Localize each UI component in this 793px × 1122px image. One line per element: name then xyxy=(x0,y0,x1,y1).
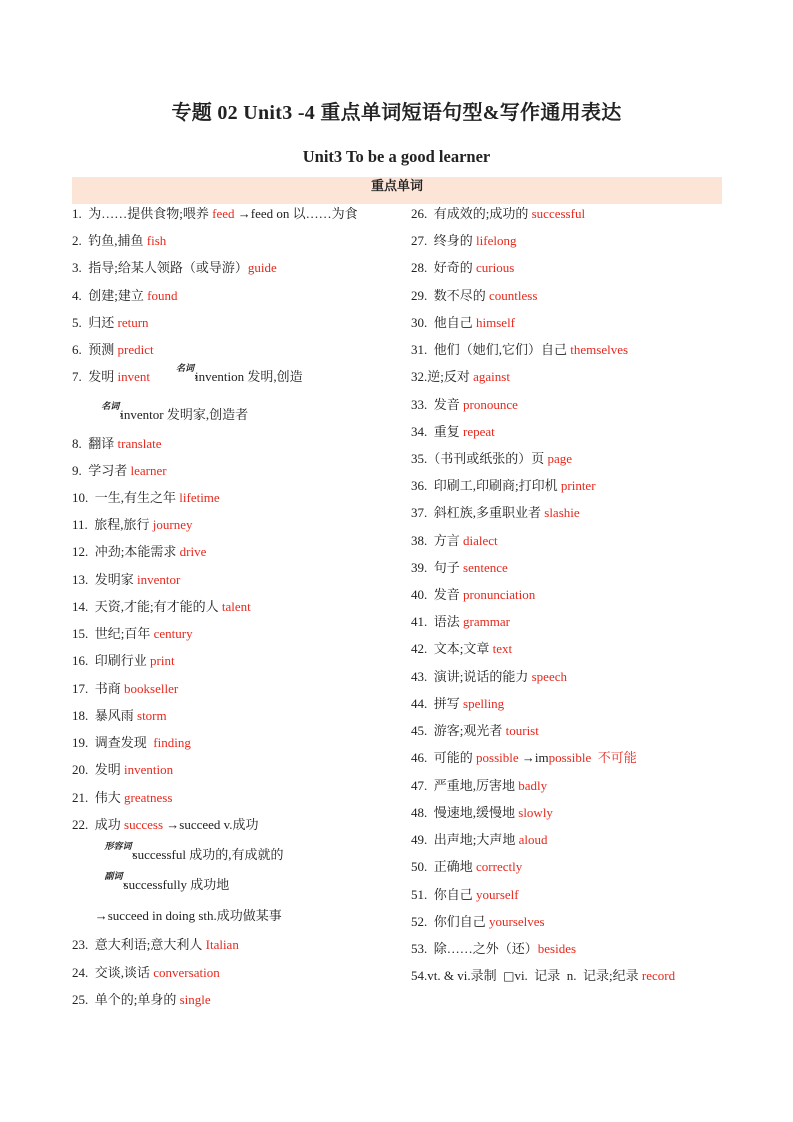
vocab-item xyxy=(411,913,545,931)
answer-word: inventor xyxy=(137,572,181,587)
answer-word: translate xyxy=(117,436,162,451)
entry-text: 43. 演讲;说话的能力 xyxy=(411,669,532,684)
answer-word: besides xyxy=(537,941,577,956)
entry-text: 8. 翻译 xyxy=(72,436,118,451)
entry-text: 23. 意大利语;意大利人 xyxy=(72,937,206,952)
vocab-item xyxy=(411,232,516,250)
answer-word: success xyxy=(124,817,164,832)
answer-word: countless xyxy=(489,288,538,303)
entry-text: 48. 慢速地,缓慢地 xyxy=(411,805,519,820)
answer-word: spelling xyxy=(463,696,505,711)
vocab-item xyxy=(411,423,495,441)
answer-word: printer xyxy=(560,478,596,493)
section-header xyxy=(72,177,722,204)
vocab-item xyxy=(411,722,539,740)
vocab-item xyxy=(72,680,178,698)
vocab-item xyxy=(72,761,173,779)
vocab-item xyxy=(72,734,191,752)
answer-word: greatness xyxy=(124,790,173,805)
vocab-item xyxy=(411,586,535,604)
vocab-item xyxy=(72,462,167,480)
vocab-item xyxy=(72,907,282,925)
vocab-item xyxy=(72,516,193,534)
entry-text: →succeed in doing sth.成功做某事 xyxy=(72,908,282,923)
answer-word: curious xyxy=(476,260,515,275)
answer-word: journey xyxy=(152,517,193,532)
vocab-item xyxy=(411,368,510,386)
answer-word: talent xyxy=(221,599,251,614)
answer-word: yourselves xyxy=(489,914,545,929)
entry-text: 34. 重复 xyxy=(411,424,464,439)
vocab-item xyxy=(72,543,206,561)
entry-text: 15. 世纪;百年 xyxy=(72,626,154,641)
vocab-item xyxy=(72,789,172,807)
answer-word: text xyxy=(492,641,513,656)
entry-text: 4. 创建;建立 xyxy=(72,288,148,303)
vocab-item xyxy=(411,559,508,577)
entry-text xyxy=(150,369,176,384)
vocab-item xyxy=(72,964,220,982)
answer-word: possible 不可能 xyxy=(548,750,637,765)
entry-text: 2. 钓鱼,捕鱼 xyxy=(72,233,147,248)
vocab-item xyxy=(72,287,177,305)
vocab-item xyxy=(411,831,548,849)
answer-word: invention xyxy=(124,762,174,777)
left-word-column xyxy=(72,205,402,1015)
entry-text: 45. 游客;观光者 xyxy=(411,723,506,738)
answer-word: badly xyxy=(518,778,548,793)
vocab-item xyxy=(411,668,567,686)
vocab-item xyxy=(72,816,259,834)
answer-word: slowly xyxy=(518,805,553,820)
entry-text: 51. 你自己 xyxy=(411,887,477,902)
vocab-item xyxy=(72,652,175,670)
answer-word: yourself xyxy=(476,887,519,902)
vocab-item xyxy=(72,232,166,250)
vocab-item xyxy=(72,872,230,894)
answer-word: against xyxy=(473,369,510,384)
entry-text: 52. 你们自己 xyxy=(411,914,490,929)
entry-text: 46. 可能的 xyxy=(411,750,477,765)
answer-word: century xyxy=(153,626,193,641)
vocab-item xyxy=(72,364,303,386)
entry-text: 20. 发明 xyxy=(72,762,125,777)
answer-word: dialect xyxy=(463,533,498,548)
entry-text: 11. 旅程,旅行 xyxy=(72,517,153,532)
answer-word: Italian xyxy=(205,937,239,952)
entry-text: 31. 他们（她们,它们）自己 xyxy=(411,342,571,357)
entry-text: 42. 文本;文章 xyxy=(411,641,493,656)
entry-text: 12. 冲劲;本能需求 xyxy=(72,544,180,559)
answer-word: themselves xyxy=(570,342,629,357)
entry-text: 26. 有成效的;成功的 xyxy=(411,206,532,221)
entry-text: 39. 句子 xyxy=(411,560,464,575)
answer-word: lifelong xyxy=(476,233,517,248)
vocab-item xyxy=(411,396,518,414)
vocab-item xyxy=(411,777,547,795)
answer-word: predict xyxy=(117,342,154,357)
entry-text: 37. 斜杠族,多重职业者 xyxy=(411,505,545,520)
vocab-item xyxy=(72,314,149,332)
vocab-item xyxy=(411,886,519,904)
entry-text: 16. 印刷行业 xyxy=(72,653,151,668)
entry-text: 38. 方言 xyxy=(411,533,464,548)
answer-word: storm xyxy=(137,708,167,723)
vocab-item xyxy=(72,341,154,359)
entry-text: 50. 正确地 xyxy=(411,859,477,874)
answer-word: speech xyxy=(531,669,567,684)
vocab-item xyxy=(411,205,585,223)
answer-word: tourist xyxy=(505,723,539,738)
entry-text: 3. 指导;给某人领路（或导游） xyxy=(72,260,248,275)
word-form-label: 名词 › xyxy=(176,365,194,374)
answer-word: guide xyxy=(247,260,277,275)
vocab-item xyxy=(72,991,211,1009)
answer-word: invent xyxy=(117,369,151,384)
vocab-item xyxy=(411,450,572,468)
vocab-item xyxy=(411,259,514,277)
vocab-item xyxy=(411,967,675,985)
entry-text xyxy=(72,407,101,422)
answer-word: bookseller xyxy=(124,681,179,696)
entry-text: →feed on 以……为食 xyxy=(234,206,358,221)
entry-text: 49. 出声地;大声地 xyxy=(411,832,519,847)
entry-text: 25. 单个的;单身的 xyxy=(72,992,180,1007)
word-form-label: 形容词 › xyxy=(105,843,132,852)
vocab-item xyxy=(411,287,537,305)
entry-text: 47. 严重地,厉害地 xyxy=(411,778,519,793)
vocab-item xyxy=(72,571,180,589)
entry-text: 30. 他自己 xyxy=(411,315,477,330)
answer-word: lifetime xyxy=(179,490,220,505)
entry-text: inventor 发明家,创造者 xyxy=(120,407,249,422)
entry-text: 36. 印刷工,印刷商;打印机 xyxy=(411,478,561,493)
entry-text: 18. 暴风雨 xyxy=(72,708,138,723)
entry-text: 6. 预测 xyxy=(72,342,118,357)
answer-word: learner xyxy=(130,463,167,478)
page-title: 专题 02 Unit3 -4 重点单词短语句型&写作通用表达 xyxy=(171,102,622,124)
vocab-item xyxy=(411,858,522,876)
answer-word: print xyxy=(150,653,175,668)
entry-text: 44. 拼写 xyxy=(411,696,464,711)
answer-word: repeat xyxy=(463,424,495,439)
entry-text: successful 成功的,有成就的 xyxy=(132,847,284,862)
vocab-item xyxy=(72,625,193,643)
vocab-item xyxy=(72,435,162,453)
entry-text: →im xyxy=(518,750,549,765)
entry-text: 17. 书商 xyxy=(72,681,125,696)
answer-word: sentence xyxy=(463,560,508,575)
entry-text: 14. 天资,才能;有才能的人 xyxy=(72,599,222,614)
vocab-item xyxy=(411,532,498,550)
vocab-item xyxy=(411,695,504,713)
entry-text xyxy=(72,877,105,892)
entry-text: 27. 终身的 xyxy=(411,233,477,248)
vocab-item xyxy=(72,842,284,864)
right-word-column xyxy=(411,205,731,1015)
section-header-label: 重点单词 xyxy=(370,179,423,194)
answer-word: successful xyxy=(531,206,586,221)
vocab-item xyxy=(411,804,553,822)
vocab-item xyxy=(72,489,220,507)
entry-text: 32.逆;反对 xyxy=(411,369,474,384)
vocab-item xyxy=(411,477,596,495)
answer-word: single xyxy=(179,992,211,1007)
vocab-item xyxy=(411,504,580,522)
answer-word: grammar xyxy=(463,614,510,629)
entry-text: 29. 数不尽的 xyxy=(411,288,490,303)
entry-text: invention 发明,创造 xyxy=(195,369,303,384)
vocab-item xyxy=(411,341,628,359)
entry-text: 1. 为……提供食物;喂养 xyxy=(72,206,213,221)
entry-text: 24. 交谈,谈话 xyxy=(72,965,154,980)
answer-word: drive xyxy=(179,544,207,559)
entry-text: 28. 好奇的 xyxy=(411,260,477,275)
entry-text: 22. 成功 xyxy=(72,817,125,832)
answer-word: aloud xyxy=(518,832,548,847)
entry-text: 40. 发音 xyxy=(411,587,464,602)
vocab-item xyxy=(411,640,512,658)
entry-text: 13. 发明家 xyxy=(72,572,138,587)
answer-word: found xyxy=(147,288,178,303)
vocab-item xyxy=(411,940,576,958)
vocab-item xyxy=(411,749,637,767)
vocab-item xyxy=(72,259,277,277)
answer-word: pronunciation xyxy=(463,587,536,602)
word-form-label: 副词 › xyxy=(105,873,123,882)
vocab-item xyxy=(72,936,239,954)
entry-text: 19. 调查发现 xyxy=(72,735,154,750)
entry-text: 33. 发音 xyxy=(411,397,464,412)
vocab-item xyxy=(411,314,515,332)
word-form-label: 名词 › xyxy=(101,403,119,412)
entry-text: successfully 成功地 xyxy=(123,877,230,892)
entry-text: 21. 伟大 xyxy=(72,790,125,805)
entry-text: 5. 归还 xyxy=(72,315,118,330)
answer-word: conversation xyxy=(153,965,220,980)
answer-word: slashie xyxy=(544,505,580,520)
vocab-item xyxy=(411,613,510,631)
vocab-item xyxy=(72,402,249,424)
answer-word: fish xyxy=(146,233,167,248)
answer-word: correctly xyxy=(476,859,523,874)
unit-subtitle: Unit3 To be a good learner xyxy=(302,147,491,166)
vocab-item xyxy=(72,598,251,616)
vocab-item xyxy=(72,707,167,725)
answer-word: return xyxy=(117,315,149,330)
entry-text: 54.vt. & vi.录制 xyxy=(411,968,504,983)
entry-text: 53. 除……之外（还） xyxy=(411,941,538,956)
answer-word: feed xyxy=(212,206,235,221)
answer-word: possible xyxy=(476,750,519,765)
entry-text: vi. 记录 n. 记录;纪录 xyxy=(514,968,642,983)
answer-word: finding xyxy=(153,735,191,750)
entry-text: →succeed v.成功 xyxy=(163,817,259,832)
entry-text xyxy=(72,847,105,862)
entry-text: 35.（书刊或纸张的）页 xyxy=(411,451,548,466)
entry-text: 7. 发明 xyxy=(72,369,118,384)
answer-word: page xyxy=(547,451,573,466)
vocab-item xyxy=(72,205,358,223)
answer-word: record xyxy=(641,968,676,983)
entry-text: 9. 学习者 xyxy=(72,463,131,478)
answer-word: pronounce xyxy=(463,397,518,412)
placeholder-glyph: □ xyxy=(503,969,515,983)
entry-text: 10. 一生,有生之年 xyxy=(72,490,180,505)
entry-text: 41. 语法 xyxy=(411,614,464,629)
answer-word: himself xyxy=(476,315,516,330)
